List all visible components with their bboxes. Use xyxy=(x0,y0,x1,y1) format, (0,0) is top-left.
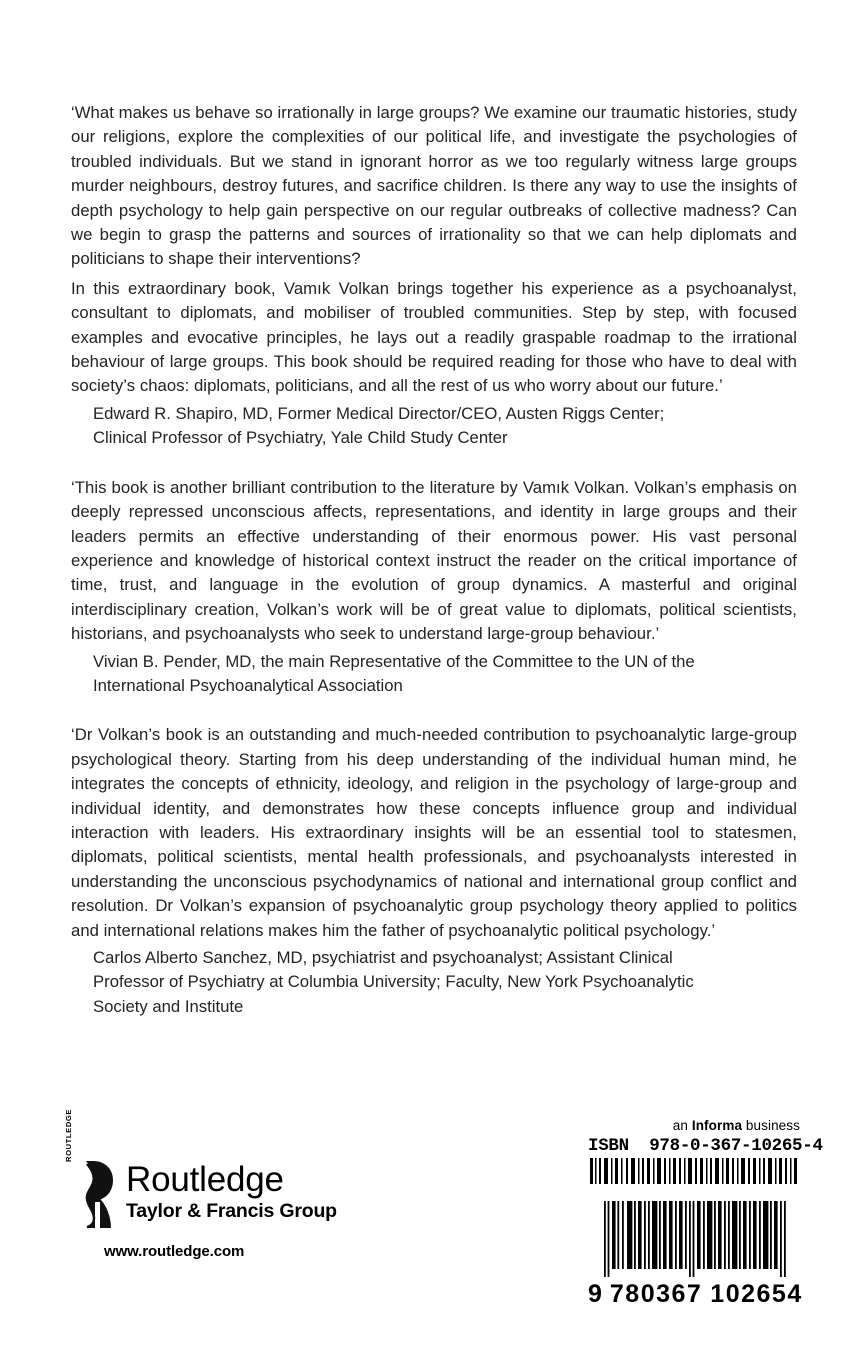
informa-prefix: an xyxy=(672,1118,692,1133)
isbn-label: ISBN xyxy=(588,1136,629,1156)
isbn-barcode-strip xyxy=(588,1158,800,1184)
isbn-text xyxy=(588,1135,823,1157)
endorsement-attribution-line: Vivian B. Pender, MD, the main Representative of the Committee to the UN of the xyxy=(93,651,695,671)
barcode-group-1: 780367 xyxy=(609,1280,703,1308)
ean13-barcode xyxy=(588,1201,800,1277)
isbn-barcode-block xyxy=(588,1118,823,1309)
endorsements-section xyxy=(71,101,797,1019)
informa-brand: Informa xyxy=(691,1118,743,1133)
publisher-group: Taylor & Francis Group xyxy=(126,1200,337,1222)
ean13-digits xyxy=(588,1280,803,1309)
endorsement-quote: ‘Dr Volkan’s book is an outstanding and much-needed contribution to psychoanalytic large-group psychological theory. Starting from his deep understanding of the individual human mind, he integrates the concepts of ethnicity, ideology, and religion in the psychology of large-group and individual identity, and demonstrates how these concepts influence group and individual interaction with leaders. His extraordinary insights will be an essential tool to statesmen, diplomats, political scientists, mental health professionals, and psychoanalysts interested in understanding the unconscious psychodynamics of national and international group conflict and resolution. Dr Volkan’s expansion of psychoanalytic group psychology theory applied to politics and international relations makes him the father of psychoanalytic political psychology.’ xyxy=(71,725,797,940)
spacer xyxy=(71,698,797,723)
isbn-number: 978-0-367-10265-4 xyxy=(649,1136,823,1156)
endorsement-quote: ‘What makes us behave so irrationally in large groups? We examine our traumatic histories, study our religions, explore the complexities of our political life, and investigate the psychologies of troubled individuals. But we stand in ignorant horror as we too regularly witness large groups murder neighbours, destroy futures, and sacrifice children. Is there any way to use the insights of depth psychology to help gain perspective on our regular outbreaks of collective madness? Can we begin to grasp the patterns and sources of irrationality so that we can help diplomats and politicians to shape their interventions? xyxy=(71,103,797,269)
endorsement-attribution-line: International Psychoanalytical Association xyxy=(93,675,403,695)
barcode-group-2: 102654 xyxy=(710,1280,803,1308)
barcode-lead-digit: 9 xyxy=(588,1280,603,1308)
endorsement-attribution-line: Professor of Psychiatry at Columbia University; Faculty, New York Psychoanalytic xyxy=(93,972,694,992)
endorsement-attribution-line: Edward R. Shapiro, MD, Former Medical Director/CEO, Austen Riggs Center; xyxy=(93,403,665,423)
publisher-website[interactable]: www.routledge.com xyxy=(104,1243,245,1260)
endorsement-attribution-line: Society and Institute xyxy=(93,996,244,1016)
endorsement-attribution-line: Carlos Alberto Sanchez, MD, psychiatrist and psychoanalyst; Assistant Clinical xyxy=(93,948,673,967)
informa-business-line xyxy=(588,1118,800,1133)
routledge-logo xyxy=(62,1108,337,1230)
endorsement-attribution-line: Clinical Professor of Psychiatry, Yale Child Study Center xyxy=(93,428,508,448)
endorsement-quote: ‘This book is another brilliant contribution to the literature by Vamık Volkan. Volkan’s emphasis on deeply repressed unconscious affects, representations, and identity in large groups and their leaders permits an effective understanding of their enormous power. His vast personal experience and knowledge of historical context instruct the reader on the critical importance of time, trust, and language in the evolution of group dynamics. A masterful and original interdisciplinary creation, Volkan’s work will be of great value to diplomats, political scientists, historians, and psychoanalysts who seek to understand large-group behaviour.’ xyxy=(71,477,797,644)
routledge-wordmark xyxy=(126,1158,337,1223)
endorsement-quote-continued: In this extraordinary book, Vamık Volkan brings together his experience as a psychoanalyst, consultant to diplomats, and mobiliser of troubled communities. Step by step, with focused examples and evocative principles, he lays out a readily graspable roadmap to the irrational behaviour of large groups. This book should be required reading for those who have to deal with society’s chaos: diplomats, politicians, and all the rest of us who worry about our future.’ xyxy=(71,278,797,396)
spacer xyxy=(71,451,797,476)
informa-suffix: business xyxy=(742,1118,800,1133)
cover-footer xyxy=(0,1108,856,1308)
publisher-name: Routledge xyxy=(126,1160,284,1199)
spacer xyxy=(71,272,797,275)
routledge-r-mark-icon xyxy=(62,1108,120,1230)
routledge-vertical-text: ROUTLEDGE xyxy=(64,1108,73,1162)
